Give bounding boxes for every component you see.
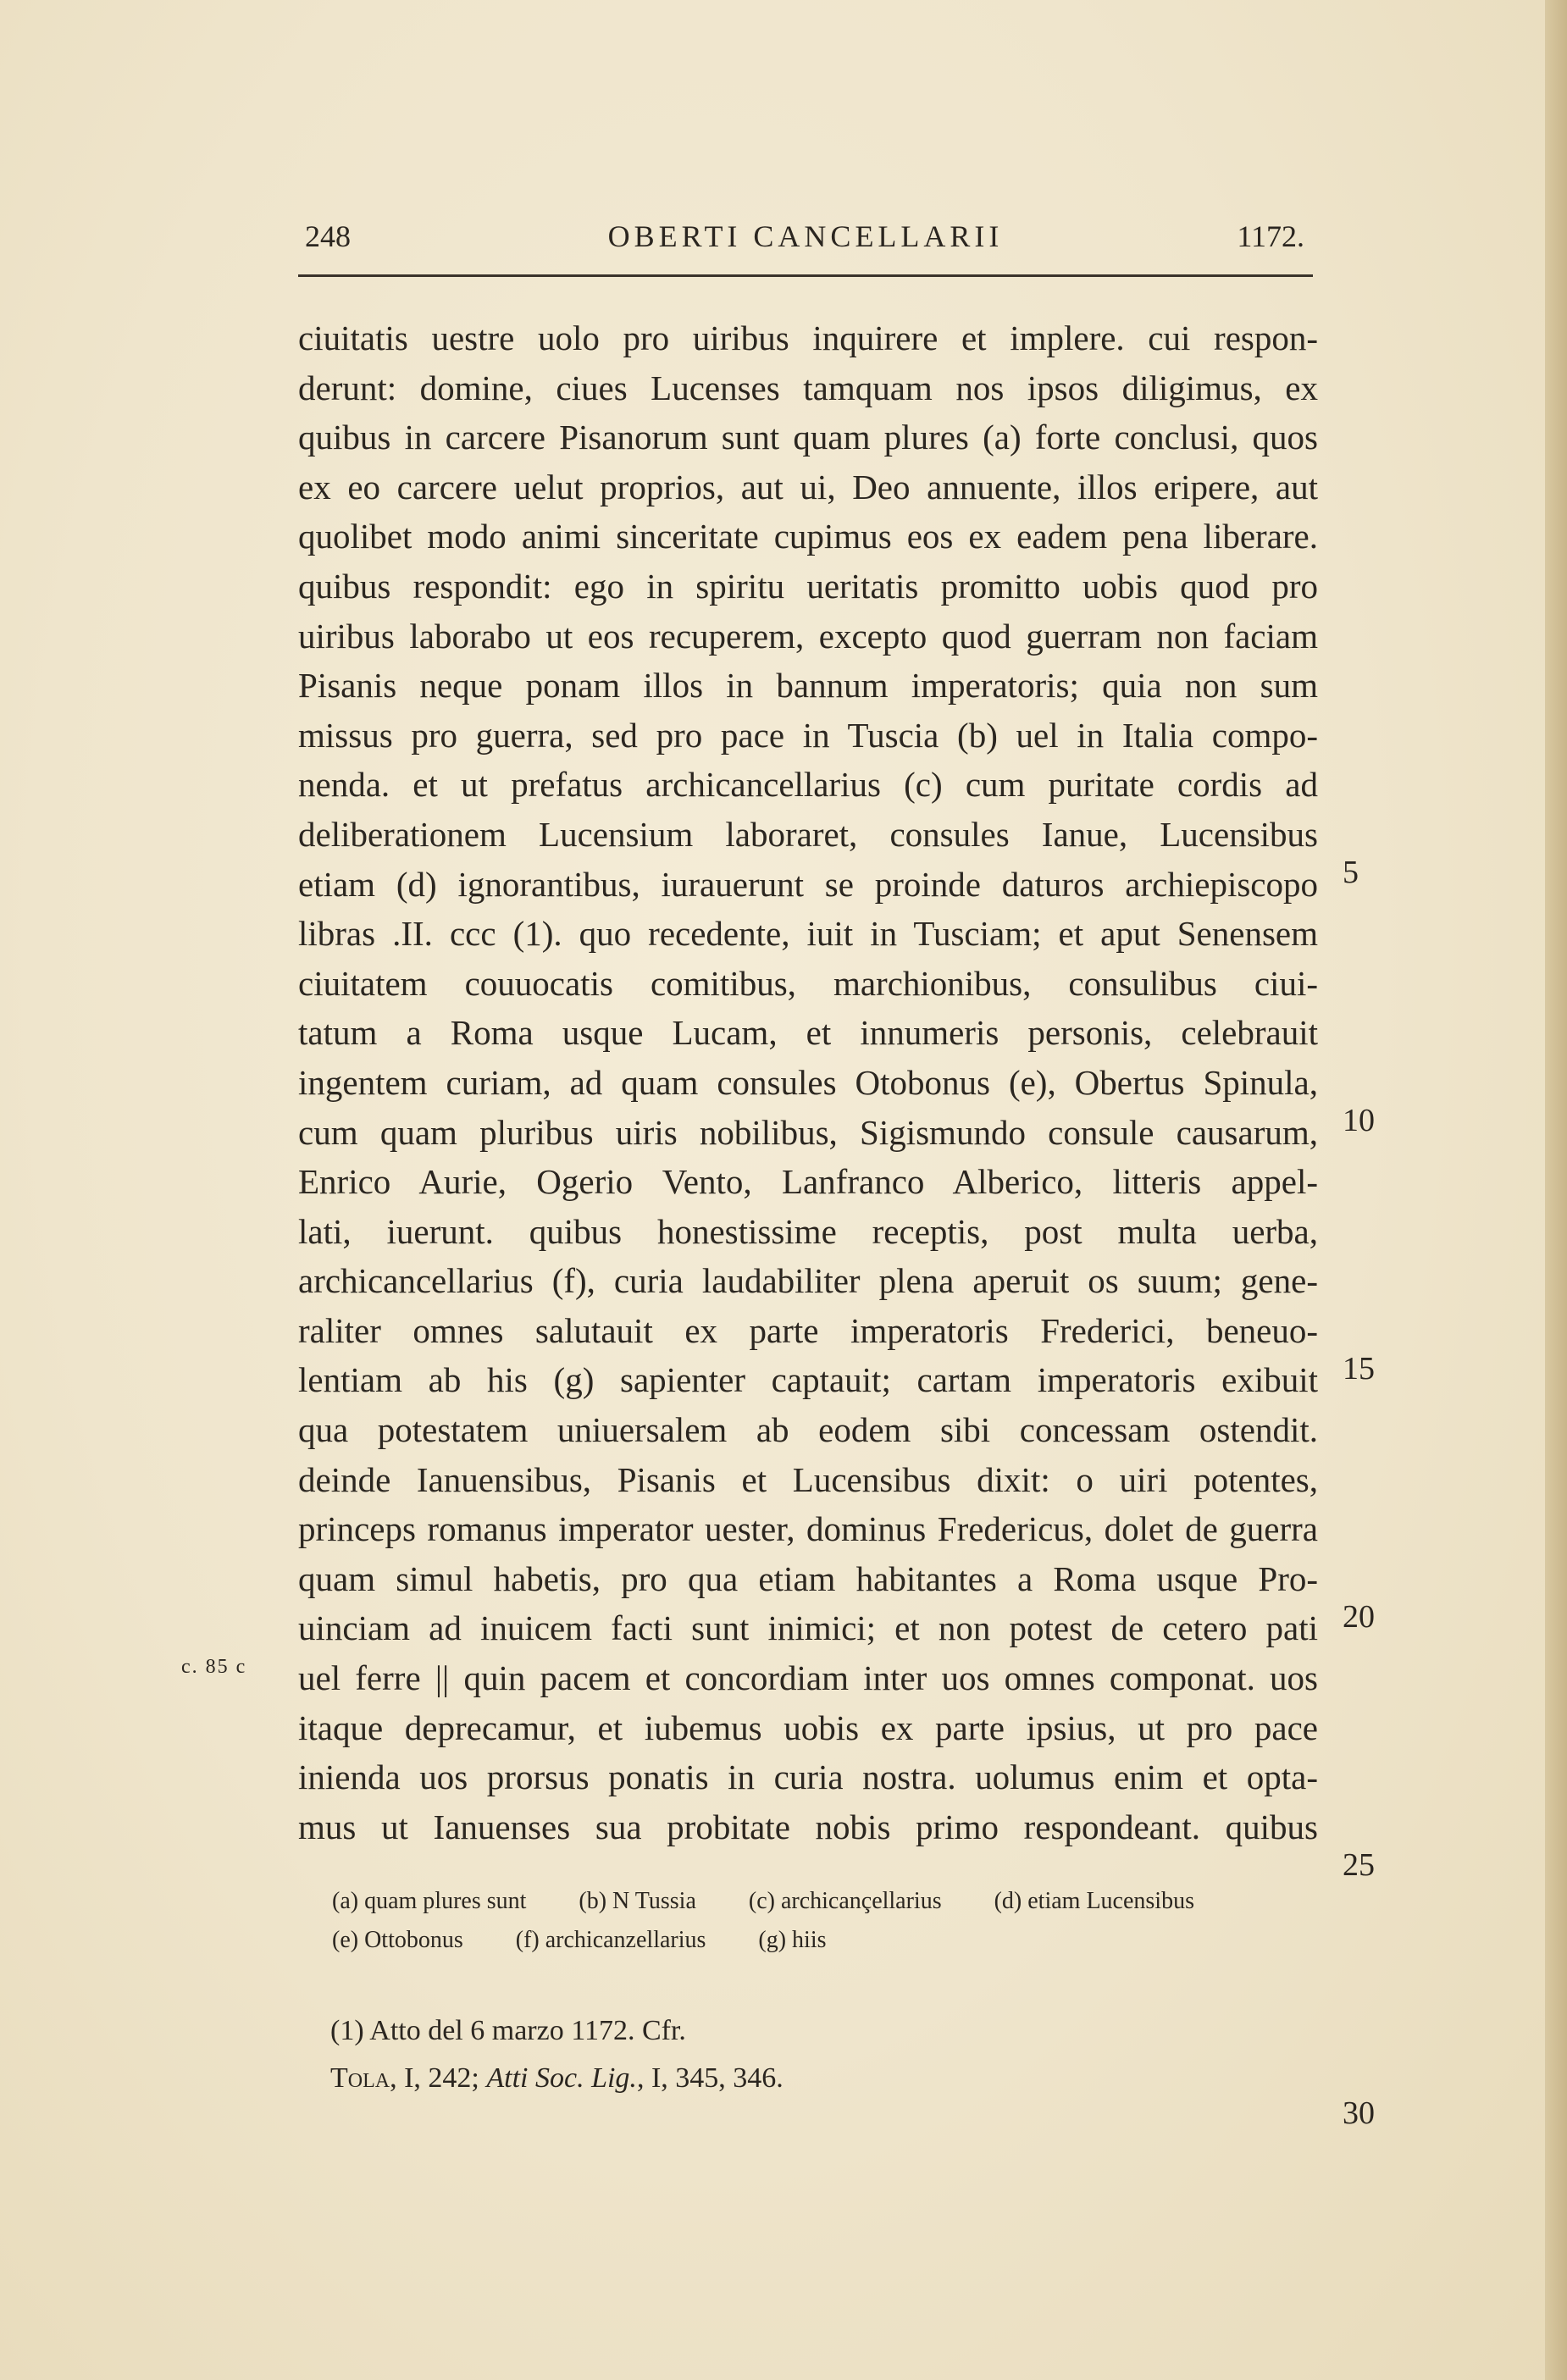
text-line: lentiam ab his (g) sapienter captauit; cartam imperatoris exibuit — [298, 1360, 1318, 1400]
footnote-line-1: (1) Atto del 6 marzo 1172. Cfr. — [330, 2015, 686, 2046]
text-line: derunt: domine, ciues Lucenses tamquam nos ipsos diligimus, ex — [298, 368, 1318, 407]
text-line: cum quam pluribus uiris nobilibus, Sigismundo consule causarum, — [298, 1112, 1318, 1152]
text-line: mus ut Ianuenses sua probitate nobis primo respondeant. quibus — [298, 1807, 1318, 1846]
text-line: qua potestatem uniuersalem ab eodem sibi concessam ostendit. — [298, 1410, 1318, 1450]
page-edge — [1545, 0, 1567, 2380]
footnote-author: Tola — [330, 2062, 390, 2094]
footnote-pages: , I, 345, 346. — [636, 2062, 784, 2094]
text-line: itaque deprecamur, et iubemus uobis ex parte ipsius, ut pro pace — [298, 1708, 1318, 1747]
text-line: princeps romanus imperator uester, dominus Fredericus, dolet de guerra — [298, 1509, 1318, 1549]
text-line: archicancellarius (f), curia laudabiliter plena aperuit os suum; gene- — [298, 1261, 1318, 1301]
text-line: quibus respondit: ego in spiritu ueritatis promitto uobis quod pro — [298, 566, 1318, 606]
text-line: Pisanis neque ponam illos in bannum imperatoris; quia non sum — [298, 666, 1318, 706]
footnote — [330, 2007, 784, 2102]
text-line: nenda. et ut prefatus archicancellarius (c) cum puritate cordis ad — [298, 765, 1318, 805]
line-number: 10 — [1343, 1103, 1375, 1138]
variant-note: (e) Ottobonus — [332, 1927, 463, 1953]
text-line: quolibet modo animi sinceritate cupimus eos ex eadem pena liberare. — [298, 517, 1318, 556]
text-line: quam simul habetis, pro qua etiam habitantes a Roma usque Pro- — [298, 1558, 1318, 1598]
main-text — [298, 313, 1318, 1851]
text-line: uel ferre || quin pacem et concordiam inter uos omnes componat. uos — [298, 1658, 1318, 1698]
text-line: uiribus laborabo ut eos recuperem, excepto quod guerram non faciam — [298, 616, 1318, 656]
margin-note: c. 85 c — [181, 1656, 247, 1678]
text-line: Enrico Aurie, Ogerio Vento, Lanfranco Alberico, litteris appel- — [298, 1162, 1318, 1202]
text-line: deinde Ianuensibus, Pisanis et Lucensibus dixit: o uiri potentes, — [298, 1459, 1318, 1499]
variant-note: (g) hiis — [758, 1927, 827, 1953]
variant-note: (c) archicançellarius — [748, 1888, 942, 1914]
running-header — [298, 219, 1313, 261]
text-line: libras .II. ccc (1). quo recedente, iuit in Tusciam; et aput Senensem — [298, 914, 1318, 954]
text-line: ciuitatem couuocatis comitibus, marchionibus, consulibus ciui- — [298, 963, 1318, 1003]
header-rule — [298, 274, 1313, 277]
text-line: ingentem curiam, ad quam consules Otobonus (e), Obertus Spinula, — [298, 1062, 1318, 1102]
variant-note: (d) etiam Lucensibus — [994, 1888, 1194, 1914]
line-number: 5 — [1343, 855, 1359, 890]
variant-row — [332, 1921, 1315, 1960]
footnote-line-2 — [330, 2055, 784, 2102]
text-line: ciuitatis uestre uolo pro uiribus inquirere et implere. cui respon- — [298, 318, 1318, 357]
text-line: deliberationem Lucensium laboraret, consules Ianue, Lucensibus — [298, 814, 1318, 854]
text-line: quibus in carcere Pisanorum sunt quam plures (a) forte conclusi, quos — [298, 418, 1318, 457]
footnote-journal: Atti Soc. Lig. — [486, 2062, 637, 2094]
variant-note: (a) quam plures sunt — [332, 1888, 527, 1914]
running-title: OBERTI CANCELLARII — [607, 219, 1004, 253]
variant-note: (b) N Tussia — [579, 1888, 696, 1914]
text-line: raliter omnes salutauit ex parte imperatoris Frederici, beneuo- — [298, 1310, 1318, 1350]
text-line: inienda uos prorsus ponatis in curia nostra. uolumus enim et opta- — [298, 1757, 1318, 1797]
line-number: 20 — [1343, 1599, 1375, 1635]
line-number: 25 — [1343, 1847, 1375, 1883]
variant-notes — [332, 1882, 1315, 1960]
text-line: etiam (d) ignorantibus, iurauerunt se proinde daturos archiepiscopo — [298, 864, 1318, 904]
page-number: 248 — [305, 219, 351, 253]
text-line: lati, iuerunt. quibus honestissime receptis, post multa uerba, — [298, 1211, 1318, 1251]
footnote-ref: , I, 242; — [390, 2062, 487, 2094]
text-line: ex eo carcere uelut proprios, aut ui, Deo annuente, illos eripere, aut — [298, 467, 1318, 506]
header-year: 1172. — [1237, 219, 1304, 253]
text-line: missus pro guerra, sed pro pace in Tuscia (b) uel in Italia compo- — [298, 715, 1318, 755]
text-line: uinciam ad inuicem facti sunt inimici; et non potest de cetero pati — [298, 1608, 1318, 1648]
variant-note: (f) archicanzellarius — [515, 1927, 706, 1953]
text-line: tatum a Roma usque Lucam, et innumeris personis, celebrauit — [298, 1013, 1318, 1053]
line-number: 30 — [1343, 2095, 1375, 2131]
variant-row — [332, 1882, 1315, 1921]
line-number: 15 — [1343, 1351, 1375, 1386]
